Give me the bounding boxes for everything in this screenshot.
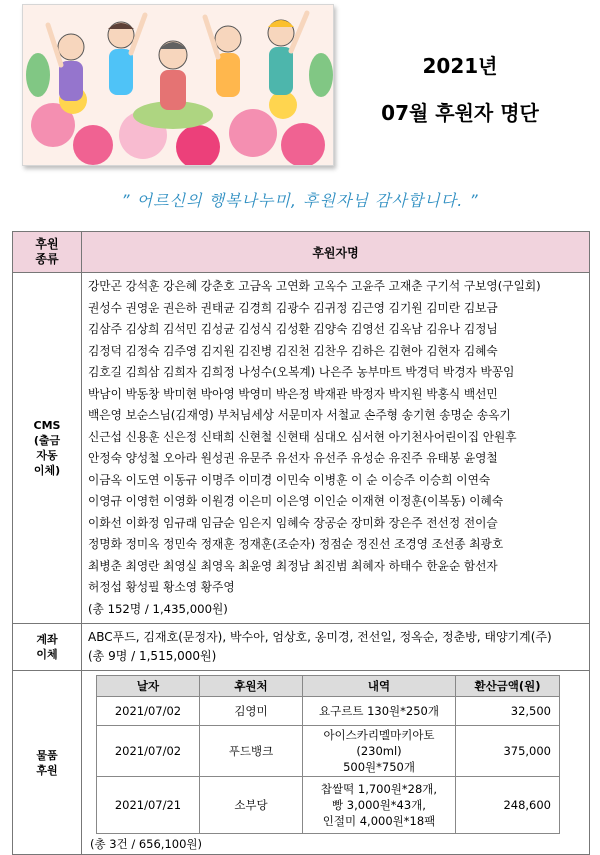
cms-line: 김삼주 김상희 김석민 김성균 김성식 김성환 김양숙 김영선 김옥남 김유나 김정님 — [88, 322, 498, 336]
table-row — [97, 726, 560, 777]
cms-line: 이금옥 이도연 이동규 이명주 이미경 이민숙 이병훈 이 순 이승주 이승희 이연숙 — [88, 472, 491, 487]
goods-amount: 375,000 — [456, 726, 560, 777]
cms-line: 허정섭 황성필 황소영 황주영 — [88, 580, 235, 594]
cms-line: 강만곤 강석훈 강은혜 강춘호 고금옥 고연화 고옥수 고윤주 고재춘 구기석 구보영(구일회) — [88, 279, 541, 293]
transfer-label: 계좌 이체 — [13, 624, 82, 671]
page-title: 07월 후원자 명단 — [381, 101, 539, 125]
cms-line: 권성수 권영운 권은하 권태균 김경희 김광수 김귀정 김근영 김기원 김미란 김보금 — [88, 300, 498, 315]
goods-detail: 아이스카리멜마키아토(230ml) 500원*750개 — [303, 726, 456, 777]
goods-table — [96, 675, 560, 834]
goods-date: 2021/07/02 — [97, 697, 200, 726]
transfer-total: (총 9명 / 1,515,000원) — [88, 649, 217, 663]
cms-line: 김호길 김희삼 김희자 김희정 나성수(오복계) 나은주 농부마트 박경덕 박경자 박꽁임 — [88, 365, 515, 379]
table-row — [97, 777, 560, 834]
goods-detail: 찹쌀떡 1,700원*28개, 빵 3,000원*43개, 인절미 4,000원*18팩 — [303, 777, 456, 834]
cms-line: 이화선 이화정 임규래 임금순 임은지 임혜숙 장공순 장미화 장은주 전선정 전이슬 — [88, 515, 498, 530]
cms-label: CMS (출금 자동 이체) — [13, 273, 82, 624]
goods-donor: 김영미 — [200, 697, 303, 726]
goods-amount: 32,500 — [456, 697, 560, 726]
goods-header-date: 날자 — [97, 676, 200, 697]
cms-line: 이영규 이영헌 이영화 이원경 이은미 이은영 이인순 이재현 이정훈(이복동) 이혜숙 — [88, 494, 504, 508]
goods-donor: 소부당 — [200, 777, 303, 834]
transfer-names: ABC푸드, 김재호(문정자), 박수아, 엄상호, 옹미경, 전선일, 정옥순, 정춘방, 태양기계(주) — [88, 630, 552, 644]
goods-total: (총 3건 / 656,100원) — [90, 837, 203, 851]
cms-line: 김정덕 김정숙 김주영 김지원 김진병 김진천 김찬우 김하은 김현아 김현자 김혜숙 — [88, 343, 498, 358]
header-donor-names: 후원자명 — [82, 232, 590, 273]
goods-header-donor: 후원처 — [200, 676, 303, 697]
donor-table — [12, 231, 590, 855]
cms-total: (총 152명 / 1,435,000원) — [88, 601, 228, 616]
goods-header-row — [97, 676, 560, 697]
goods-donor: 푸드뱅크 — [200, 726, 303, 777]
goods-amount: 248,600 — [456, 777, 560, 834]
banner-illustration — [22, 4, 334, 166]
cms-line: 신근섭 신용훈 신은정 신태희 신현철 신현태 심대오 심서현 아기천사어린이집 안원후 — [88, 429, 517, 444]
cms-line: 박남이 박동창 박미현 박아영 박영미 박은정 박재관 박정자 박지원 박홍식 백선민 — [88, 386, 498, 401]
goods-header-amount: 환산금액(원) — [456, 676, 560, 697]
cms-line: 최병춘 최영란 최영실 최영옥 최윤영 최정남 최진범 최혜자 하태수 한윤순 함선자 — [88, 558, 498, 573]
cheering-people-illustration — [23, 5, 333, 165]
goods-label: 물품 후원 — [13, 671, 82, 855]
transfer-names-cell — [82, 624, 590, 671]
cms-line: 백은영 보순스님(김재영) 부처님세상 서문미자 서철교 손주형 송기현 송명순 송옥기 — [88, 408, 511, 422]
table-row — [97, 697, 560, 726]
cms-names-cell — [82, 273, 590, 624]
goods-detail: 요구르트 130원*250개 — [303, 697, 456, 726]
transfer-row — [13, 624, 590, 671]
cms-line: 안정숙 양성철 오아라 원성권 유문주 유선자 유선주 유성순 유진주 유태봉 윤영철 — [88, 451, 498, 465]
thank-you-slogan: ” 어르신의 행복나누미, 후원자님 감사합니다. ” — [121, 191, 479, 210]
goods-row — [13, 671, 590, 855]
title-year: 2021년 — [422, 54, 498, 78]
goods-date: 2021/07/21 — [97, 777, 200, 834]
goods-date: 2021/07/02 — [97, 726, 200, 777]
header-donation-type: 후원 종류 — [13, 232, 82, 273]
cms-line: 정명화 정미옥 정민숙 정재훈 정재훈(조순자) 정점순 정진선 조경영 조선종 최광호 — [88, 537, 504, 551]
goods-cell — [82, 671, 590, 855]
table-header-row — [13, 232, 590, 273]
cms-row — [13, 273, 590, 624]
goods-header-detail: 내역 — [303, 676, 456, 697]
